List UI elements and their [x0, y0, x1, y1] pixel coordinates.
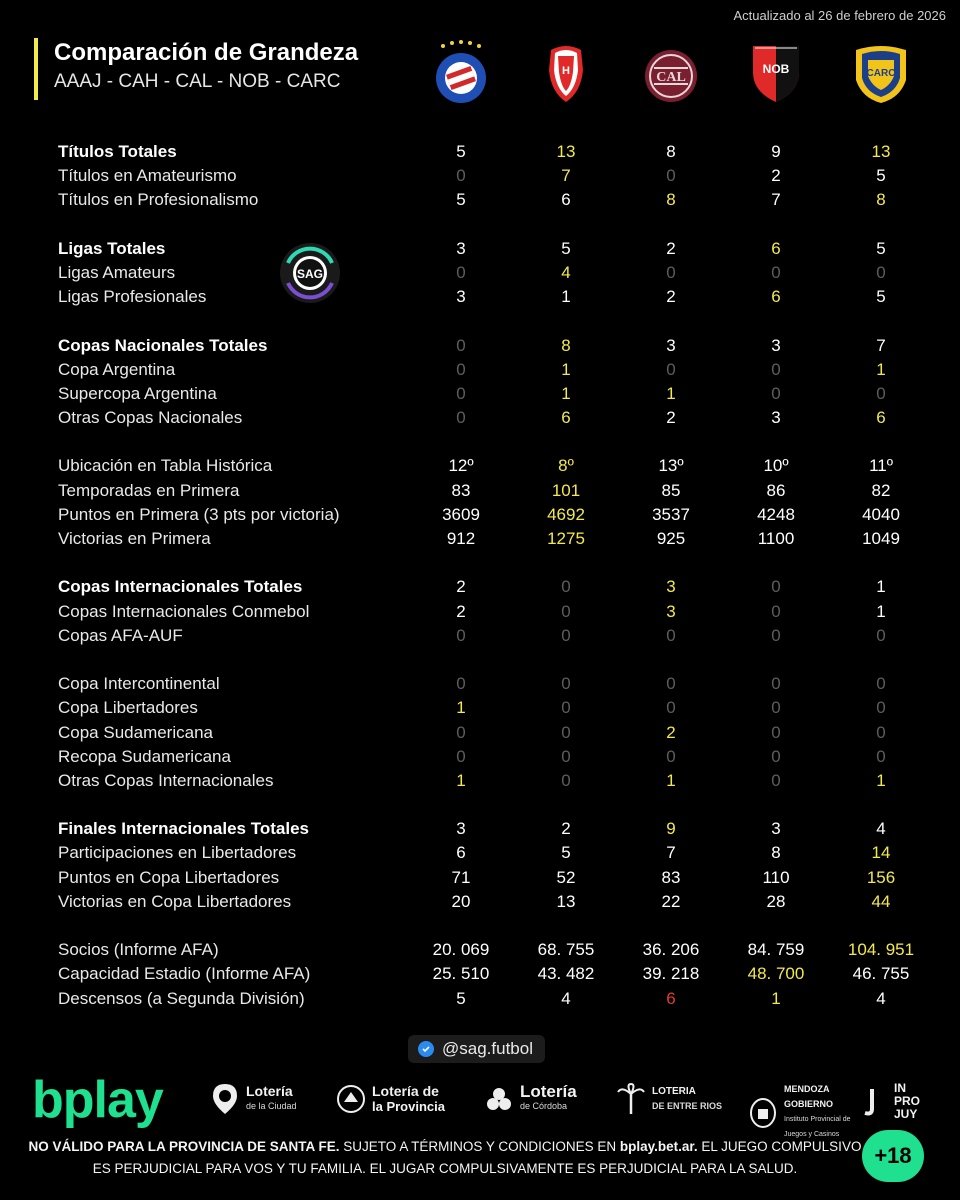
- stat-value: 0: [876, 625, 886, 645]
- stat-label: Temporadas en Primera: [58, 480, 240, 500]
- stat-value: 5: [456, 190, 466, 210]
- stat-label: Ligas Amateurs: [58, 262, 176, 282]
- stat-value: 2: [561, 819, 571, 839]
- stat-value: 0: [771, 698, 781, 718]
- stat-value: 1: [876, 359, 886, 379]
- stat-label: Copa Libertadores: [58, 698, 198, 718]
- stat-value: 13: [556, 142, 576, 161]
- stat-value: 5: [876, 166, 886, 186]
- svg-text:SAG: SAG: [296, 267, 324, 281]
- stat-value: 83: [661, 867, 681, 887]
- stat-label: Copas Nacionales Totales: [58, 335, 268, 355]
- stat-row: [0, 672, 960, 696]
- stat-value: 5: [456, 988, 466, 1008]
- stat-label: Capacidad Estadio (Informe AFA): [58, 964, 311, 984]
- stat-value: 2: [666, 722, 676, 742]
- stat-label: Socios (Informe AFA): [58, 940, 219, 960]
- stat-label: Finales Internacionales Totales: [58, 819, 309, 839]
- stat-label: Recopa Sudamericana: [58, 746, 231, 766]
- j-emblem-icon: [858, 1085, 888, 1119]
- stat-value: 14: [871, 843, 891, 863]
- social-handle[interactable]: [408, 1035, 545, 1063]
- stat-value: 48. 700: [747, 964, 805, 984]
- stat-value: 0: [771, 722, 781, 742]
- huracan-crest-icon: [535, 40, 597, 106]
- stat-value: 3: [666, 577, 676, 597]
- location-pin-icon: [210, 1082, 240, 1116]
- stat-value: 1049: [862, 529, 900, 548]
- stat-value: 68. 755: [537, 940, 595, 960]
- bird-emblem-icon: [336, 1082, 366, 1116]
- stat-value: 1: [561, 383, 571, 403]
- stat-value: 0: [771, 770, 781, 790]
- stat-label: Copas AFA-AUF: [58, 625, 183, 645]
- stat-value: 3: [666, 601, 676, 621]
- stat-value: 925: [656, 529, 686, 548]
- stat-value: 6: [771, 287, 781, 307]
- stat-row: [0, 406, 960, 430]
- stat-value: 8º: [558, 456, 574, 476]
- stat-value: 8: [771, 843, 781, 863]
- stat-row: [0, 261, 960, 285]
- stat-value: 13: [556, 891, 576, 911]
- stat-row: [0, 962, 960, 986]
- stat-value: 0: [456, 746, 466, 766]
- stat-value: 3: [771, 335, 781, 355]
- stat-value: 22: [661, 891, 681, 911]
- stat-value: 4040: [862, 504, 900, 524]
- stat-value: 0: [666, 262, 676, 282]
- stat-value: 1: [561, 359, 571, 379]
- stat-value: 0: [666, 698, 676, 718]
- stat-value: 20: [451, 891, 471, 911]
- stat-value: 7: [876, 335, 886, 355]
- page-subtitle: AAAJ - CAH - CAL - NOB - CARC: [54, 71, 341, 92]
- stat-row: [0, 454, 960, 478]
- stat-label: Victorias en Copa Libertadores: [58, 891, 292, 911]
- palm-tree-icon: [616, 1082, 646, 1116]
- inprojuy-logo: IN PRO JUY: [858, 1082, 924, 1121]
- stat-label: Copa Intercontinental: [58, 674, 220, 694]
- handle-text: @sag.futbol: [442, 1039, 533, 1058]
- stat-value: 0: [876, 698, 886, 718]
- stat-value: 4: [876, 988, 886, 1008]
- stat-value: 0: [876, 262, 886, 282]
- stat-value: 20. 069: [432, 940, 490, 960]
- stat-value: 101: [551, 480, 581, 500]
- stat-value: 0: [456, 408, 466, 428]
- stat-row: [0, 721, 960, 745]
- stat-value: 0: [771, 746, 781, 766]
- argentinos-juniors-crest-icon: [430, 40, 492, 106]
- stat-value: 25. 510: [432, 964, 490, 984]
- stat-row: [0, 358, 960, 382]
- stat-value: 0: [666, 746, 676, 766]
- stat-label: Ligas Profesionales: [58, 287, 207, 307]
- stat-value: 11º: [869, 456, 893, 476]
- stat-value: 3609: [442, 504, 480, 524]
- stat-value: 1: [876, 601, 886, 621]
- stat-row: [0, 575, 960, 599]
- stat-value: 0: [561, 722, 571, 742]
- stat-value: 0: [456, 262, 466, 282]
- stat-value: 0: [561, 625, 571, 645]
- loteria-entre-rios-logo: LOTERIA DE ENTRE RIOS: [616, 1082, 722, 1116]
- rosario-central-crest-icon: [850, 40, 912, 106]
- stat-value: 8: [876, 190, 886, 210]
- stat-label: Copa Argentina: [58, 359, 176, 379]
- stat-label: Títulos Totales: [58, 142, 177, 161]
- stat-row: [0, 890, 960, 914]
- stat-value: 52: [556, 867, 576, 887]
- stat-value: 6: [771, 238, 781, 258]
- stat-value: 6: [876, 408, 886, 428]
- stat-value: 0: [561, 698, 571, 718]
- stat-label: Copas Internacionales Totales: [58, 577, 303, 597]
- stat-value: 71: [451, 867, 471, 887]
- stat-value: 5: [876, 238, 886, 258]
- svg-text:CARC: CARC: [866, 68, 896, 79]
- stat-value: 3: [456, 238, 466, 258]
- legal-disclaimer: NO VÁLIDO PARA LA PROVINCIA DE SANTA FE. SUJETO A TÉRMINOS Y CONDICIONES EN bplay.bet.ar. EL JUEGO COMPULSIVO ES PERJUDICIAL PARA VOS Y TU FAMILIA. EL JUGAR COMPULSIVAMENTE ES PERJUDICIAL PARA LA SALUD.: [28, 1139, 862, 1176]
- stat-row: [0, 382, 960, 406]
- stat-value: 1: [561, 287, 571, 307]
- stat-value: 9: [666, 819, 676, 839]
- stat-value: 0: [456, 625, 466, 645]
- stat-row: [0, 938, 960, 962]
- stat-value: 8: [561, 335, 571, 355]
- stat-value: 0: [876, 746, 886, 766]
- stat-value: 5: [456, 142, 466, 161]
- stat-value: 2: [666, 238, 676, 258]
- loteria-provincia-logo: Lotería de la Provincia: [336, 1082, 445, 1116]
- stat-value: 5: [561, 238, 571, 258]
- stat-value: 46. 755: [852, 964, 910, 984]
- stat-value: 0: [771, 577, 781, 597]
- stat-label: Puntos en Copa Libertadores: [58, 867, 280, 887]
- page-title: Comparación de Grandeza: [54, 39, 359, 66]
- newells-crest-icon: [745, 40, 807, 106]
- svg-text:H: H: [562, 65, 570, 77]
- stat-value: 43. 482: [537, 964, 595, 984]
- stat-value: 7: [666, 843, 676, 863]
- sponsors-bar: [0, 1071, 960, 1138]
- stat-value: 0: [561, 674, 571, 694]
- stat-value: 0: [456, 335, 466, 355]
- stat-value: 0: [561, 577, 571, 597]
- stat-value: 1: [771, 988, 781, 1008]
- loteria-cordoba-logo: Lotería de Córdoba: [484, 1082, 577, 1116]
- stat-row: [0, 527, 960, 551]
- stat-value: 1: [456, 770, 466, 790]
- stat-value: 7: [561, 166, 571, 186]
- stat-value: 0: [561, 770, 571, 790]
- stat-value: 0: [771, 674, 781, 694]
- stat-value: 4248: [757, 504, 795, 524]
- stat-value: 0: [771, 359, 781, 379]
- stat-value: 0: [771, 262, 781, 282]
- stat-value: 3: [771, 408, 781, 428]
- stat-label: Supercopa Argentina: [58, 383, 217, 403]
- stat-label: Ligas Totales: [58, 238, 166, 258]
- stat-value: 1: [666, 770, 676, 790]
- verified-icon: [418, 1041, 434, 1057]
- stat-label: Títulos en Profesionalismo: [58, 190, 259, 210]
- stat-row: [0, 745, 960, 769]
- stat-value: 0: [456, 359, 466, 379]
- stat-value: 3: [456, 287, 466, 307]
- stat-value: 10º: [763, 456, 789, 476]
- stat-row: [0, 600, 960, 624]
- stat-value: 0: [456, 722, 466, 742]
- stat-value: 1100: [757, 529, 795, 548]
- stat-row: [0, 140, 960, 164]
- stat-row: [0, 164, 960, 188]
- stat-value: 28: [766, 891, 786, 911]
- stat-value: 0: [561, 601, 571, 621]
- stat-value: 0: [771, 625, 781, 645]
- stat-value: 2: [456, 577, 466, 597]
- stat-row: [0, 503, 960, 527]
- balls-icon: [484, 1082, 514, 1116]
- stat-value: 5: [561, 843, 571, 863]
- stat-row: [0, 817, 960, 841]
- bplay-logo: bplay: [32, 1071, 163, 1129]
- stat-value: 3: [771, 819, 781, 839]
- stat-value: 4692: [547, 504, 585, 524]
- stat-value: 83: [451, 480, 471, 500]
- stat-value: 0: [456, 383, 466, 403]
- stat-value: 0: [666, 166, 676, 186]
- stat-value: 6: [561, 190, 571, 210]
- stat-value: 4: [561, 988, 571, 1008]
- stat-value: 1275: [547, 529, 585, 548]
- stat-value: 4: [876, 819, 886, 839]
- stat-label: Victorias en Primera: [58, 529, 211, 548]
- stat-value: 82: [871, 480, 891, 500]
- stat-row: [0, 334, 960, 358]
- stat-value: 0: [666, 359, 676, 379]
- stat-value: 1: [876, 770, 886, 790]
- stat-value: 912: [446, 529, 476, 548]
- stat-value: 85: [661, 480, 681, 500]
- stat-value: 44: [871, 891, 891, 911]
- stat-value: 84. 759: [747, 940, 805, 960]
- stat-value: 8: [666, 142, 676, 161]
- stat-value: 104. 951: [847, 940, 915, 960]
- stat-value: 6: [561, 408, 571, 428]
- stat-row: [0, 769, 960, 793]
- stats-table: [0, 140, 960, 1011]
- stat-row: [0, 479, 960, 503]
- stat-value: 5: [876, 287, 886, 307]
- stat-label: Títulos en Amateurismo: [58, 166, 237, 186]
- stat-label: Copa Sudamericana: [58, 722, 213, 742]
- stat-value: 1: [456, 698, 466, 718]
- stat-value: 0: [456, 674, 466, 694]
- stat-row: [0, 866, 960, 890]
- stat-value: 2: [666, 408, 676, 428]
- loteria-ciudad-logo: Lotería de la Ciudad: [210, 1082, 297, 1116]
- stat-row: [0, 987, 960, 1011]
- stat-label: Copas Internacionales Conmebol: [58, 601, 310, 621]
- stat-value: 36. 206: [642, 940, 700, 960]
- stat-value: 0: [561, 746, 571, 766]
- svg-text:CAL: CAL: [656, 70, 686, 85]
- stat-value: 1: [876, 577, 886, 597]
- stat-label: Otras Copas Internacionales: [58, 770, 274, 790]
- stat-value: 0: [876, 383, 886, 403]
- svg-text:NOB: NOB: [762, 62, 790, 76]
- stat-value: 13º: [658, 456, 684, 476]
- stat-value: 0: [876, 674, 886, 694]
- stat-label: Participaciones en Libertadores: [58, 843, 297, 863]
- stat-value: 110: [762, 867, 790, 887]
- club-crests: [0, 40, 960, 110]
- stat-row: [0, 188, 960, 212]
- shield-emblem-icon: [748, 1095, 778, 1129]
- stat-value: 0: [666, 625, 676, 645]
- stat-row: [0, 696, 960, 720]
- stat-value: 6: [456, 843, 466, 863]
- stat-value: 7: [771, 190, 781, 210]
- stat-value: 0: [771, 601, 781, 621]
- stat-value: 0: [876, 722, 886, 742]
- stat-label: Descensos (a Segunda División): [58, 988, 305, 1008]
- stat-value: 0: [771, 383, 781, 403]
- age-badge: +18: [862, 1130, 924, 1182]
- mendoza-logo: MENDOZA GOBIERNO Instituto Provincial de Juegos y Casinos: [748, 1082, 856, 1142]
- stat-value: 3537: [652, 504, 690, 524]
- stat-label: Puntos en Primera (3 pts por victoria): [58, 504, 340, 524]
- stat-value: 13: [871, 142, 891, 161]
- stat-label: Otras Copas Nacionales: [58, 408, 243, 428]
- stat-value: 0: [666, 674, 676, 694]
- stat-value: 4: [561, 262, 571, 282]
- stat-value: 2: [666, 287, 676, 307]
- stat-row: [0, 285, 960, 309]
- stat-value: 3: [666, 335, 676, 355]
- stat-value: 12º: [448, 456, 474, 476]
- stat-value: 0: [456, 166, 466, 186]
- stat-value: 3: [456, 819, 466, 839]
- stat-value: 8: [666, 190, 676, 210]
- stat-row: [0, 237, 960, 261]
- stat-value: 6: [666, 988, 676, 1008]
- stat-value: 39. 218: [642, 964, 700, 984]
- stat-row: [0, 624, 960, 648]
- stat-label: Ubicación en Tabla Histórica: [58, 456, 273, 476]
- updated-date: Actualizado al 26 de febrero de 2026: [733, 8, 946, 23]
- stat-value: 2: [771, 166, 781, 186]
- lanus-crest-icon: [640, 40, 702, 106]
- stat-value: 9: [771, 142, 781, 161]
- stat-value: 156: [866, 867, 896, 887]
- stat-value: 86: [766, 480, 786, 500]
- stat-value: 1: [666, 383, 676, 403]
- stat-value: 2: [456, 601, 466, 621]
- stat-row: [0, 841, 960, 865]
